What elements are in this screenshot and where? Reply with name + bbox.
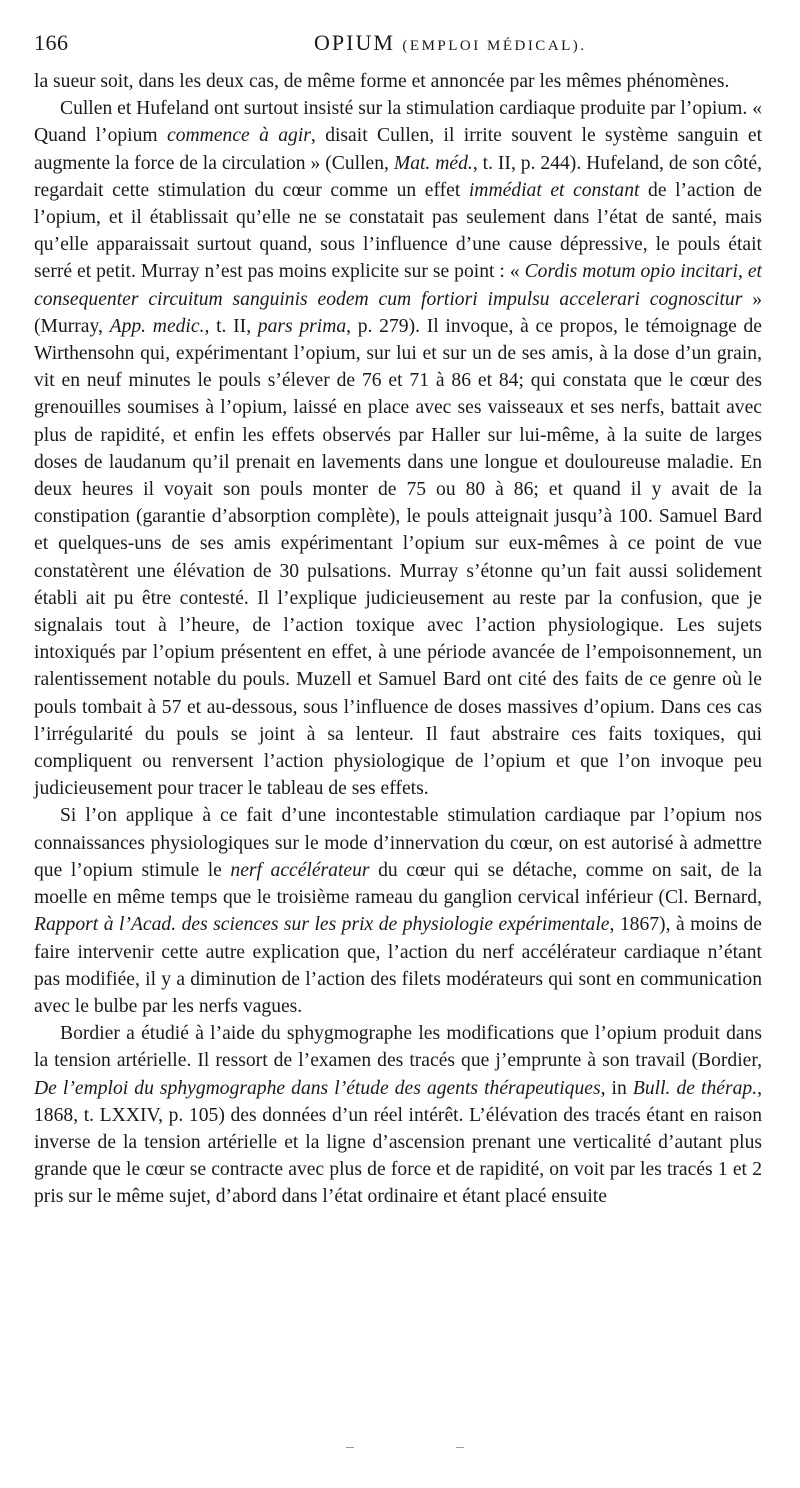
text-run: de l’action de l’opium, et il établissait qu’elle ne se constatait pas seulement dans l’état de santé, mais qu’elle apparaissait surtout quand, sous l’influence d’une cause dépressive, le pouls était serré et petit. Murray n’est pas moins explicite sur se point : « bbox=[34, 179, 762, 283]
running-title bbox=[314, 30, 587, 56]
text-run: , t. II, p. 244). Hufeland, de son côté, regardait cette stimulation du cœur comme un effet bbox=[34, 152, 762, 201]
footer-mark-right bbox=[456, 1447, 464, 1448]
italic-text: Rapport à l’Acad. des sciences sur les prix de physiologie expérimentale bbox=[34, 914, 610, 936]
italic-text: Bull. de thérap. bbox=[632, 1077, 758, 1099]
text-run: , t. II, bbox=[204, 315, 258, 337]
italic-text: commence à agir bbox=[167, 125, 311, 147]
italic-text: pars prima bbox=[257, 315, 347, 337]
paragraph-3 bbox=[34, 802, 762, 1020]
paragraph-1 bbox=[34, 68, 762, 95]
italic-text: immédiat et constant bbox=[468, 179, 640, 201]
italic-text: De l’emploi du sphygmographe dans l’étude des agents thérapeutiques bbox=[34, 1077, 601, 1099]
italic-text: Cordis motum opio incitari, et consequenter circuitum sanguinis eodem cum fortiori impulsu accelerari cognoscitur bbox=[34, 261, 763, 310]
running-title-main: OPIUM bbox=[314, 30, 395, 55]
text-run: , 1867), à moins de faire intervenir cette autre explication que, l’action du nerf accélérateur cardiaque n’étant pas modifiée, il y a diminution de l’action des filets modérateurs qui sont en communication avec le bulbe par les nerfs vagues. bbox=[34, 914, 762, 1017]
text-run: , disait Cullen, il irrite souvent le système sanguin et augmente la force de la circulation » (Cullen, bbox=[34, 125, 763, 174]
running-title-subtitle: (EMPLOI MÉDICAL). bbox=[402, 38, 587, 54]
page-number: 166 bbox=[34, 30, 69, 55]
text-run: Bordier a étudié à l’aide du sphygmographe les modifications que l’opium produit dans la tension artérielle. Il ressort de l’examen des tracés que j’emprunte à son travail (Bordier, bbox=[34, 1023, 762, 1072]
text-run: » (Murray, bbox=[34, 288, 762, 337]
footer-mark-left bbox=[346, 1447, 354, 1448]
text-run: , p. 279). Il invoque, à ce propos, le témoignage de Wirthensohn qui, expérimentant l’opium, sur lui et sur un de ses amis, à la dose d’un grain, vit en neuf minutes le pouls s’élever de 76 et 71 à 86 et 84; qui constata que le cœur des grenouilles soumises à l’opium, laissé en place avec ses vaisseaux et ses nerfs, battait avec plus de rapidité, et enfin les effets observés par Haller sur lui-même, à la suite de larges doses de laudanum qu’il prenait en lavements dans une longue et douloureuse maladie. En deux heures il voyait son pouls monter de 75 ou 80 à 86; et quand il y avait de la constipation (garantie d’absorption complète), le pouls atteignait jusqu’à 100. Samuel Bard et quelques-uns de ses amis expérimentant l’opium sur eux-mêmes à ce point de vue constatèrent une élévation de 30 pulsations. Murray s’étonne qu’un fait aussi solidement établi ait pu être contesté. Il l’explique judicieusement au reste par la confusion, que je signalais tout à l’heure, de l’action toxique avec l’action physiologique. Les sujets intoxiqués par l’opium présentent en effet, à une période avancée de l’empoisonnement, un ralentissement notable du pouls. Muzell et Samuel Bard ont cité des faits de ce genre où le pouls tombait à 57 et au-dessous, sous l’influence de doses massives d’opium. Dans ces cas l’irrégularité du pouls se joint à sa lenteur. Il faut abstraire ces faits toxiques, qui compliquent ou renversent l’action physiologique de l’opium et que l’on invoque peu judicieusement pour tracer le tableau de ses effets. bbox=[34, 315, 763, 800]
italic-text: Mat. méd. bbox=[393, 152, 473, 174]
body-text bbox=[34, 68, 762, 1211]
text-run: la sueur soit, dans les deux cas, de même forme et annoncée par les mêmes phénomènes. bbox=[34, 71, 730, 92]
paragraph-4 bbox=[34, 1020, 762, 1210]
text-run: du cœur qui se détache, comme on sait, de la moelle en même temps que le troisième rameau du ganglion cervical inférieur (Cl. Bernard, bbox=[34, 859, 762, 909]
running-head bbox=[34, 30, 766, 62]
text-run: Cullen et Hufeland ont surtout insisté sur la stimulation cardiaque produite par l’opium. « Quand l’opium bbox=[34, 98, 762, 147]
text-run: , 1868, t. LXXIV, p. 105) des données d’un réel intérêt. L’élévation des tracés étant en raison inverse de la tension artérielle et la ligne d’ascension prenant une verticalité d’autant plus grande que le cœur se contracte avec plus de force et de rapidité, on voit par les tracés 1 et 2 pris sur le même sujet, d’abord dans l’état ordinaire et étant placé ensuite bbox=[34, 1077, 762, 1208]
italic-text: nerf accélérateur bbox=[230, 859, 370, 881]
text-run: , in bbox=[600, 1077, 633, 1099]
text-run: Si l’on applique à ce fait d’une incontestable stimulation cardiaque par l’opium nos connaissances physiologiques sur le mode d’innervation du cœur, on est autorisé à admettre que l’opium stimule le bbox=[34, 805, 762, 881]
paragraph-2 bbox=[34, 95, 762, 802]
italic-text: App. medic. bbox=[109, 315, 205, 337]
